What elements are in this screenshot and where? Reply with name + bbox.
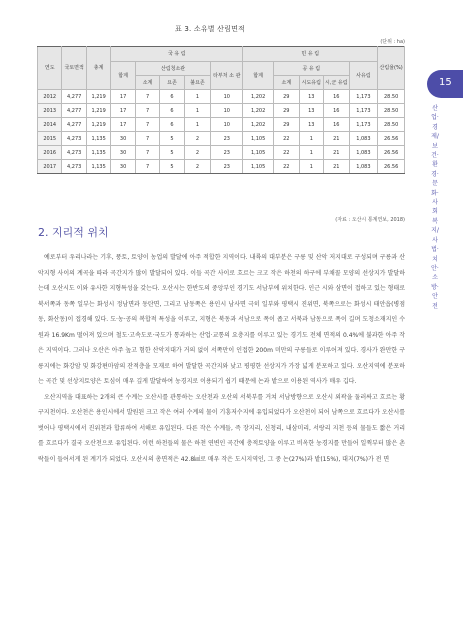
table-cell: 1,173 <box>349 118 378 132</box>
table-cell: 1 <box>299 146 323 160</box>
table-cell: 2 <box>184 160 211 174</box>
header-national: 국 유 림 <box>111 47 243 62</box>
header-private: 민 유 림 <box>243 47 378 62</box>
table-cell: 1,135 <box>86 160 110 174</box>
page-number-tab <box>427 70 463 98</box>
table-cell: 2 <box>184 146 211 160</box>
table-cell: 7 <box>135 90 159 104</box>
table-title: 표 3. 소유별 산림면적 <box>174 25 246 33</box>
table-cell: 7 <box>135 118 159 132</box>
chapter-side-label: 산업·경제/보건·환경·문화·사회복지/사법·치안·소방·안전 <box>431 105 439 310</box>
table-cell: 28.50 <box>378 118 405 132</box>
table-row <box>38 118 405 132</box>
header-municipal: 시,군 유림 <box>324 76 350 90</box>
table-row <box>38 146 405 160</box>
table-cell: 22 <box>274 132 300 146</box>
header-private-subtotal: 합계 <box>243 62 274 90</box>
table-cell: 5 <box>160 160 184 174</box>
table-cell: 7 <box>135 160 159 174</box>
header-ratio: 산림율(%) <box>378 47 405 90</box>
table-cell: 6 <box>160 104 184 118</box>
table-cell: 23 <box>211 160 243 174</box>
table-cell: 26.56 <box>378 146 405 160</box>
table-cell: 17 <box>111 118 135 132</box>
header-provincial: 시도유림 <box>299 76 323 90</box>
unit-label: (단위 : ha) <box>380 39 405 45</box>
header-public: 공 유 림 <box>274 62 349 76</box>
table-cell: 1 <box>184 90 211 104</box>
year-cell: 2014 <box>38 118 62 132</box>
table-cell: 1 <box>184 104 211 118</box>
header-year: 연도 <box>38 47 62 90</box>
header-other-dept: 타부처 소 관 <box>211 62 243 90</box>
year-cell: 2013 <box>38 104 62 118</box>
header-privately-owned: 사유림 <box>349 62 378 90</box>
header-required: 요존 <box>160 76 184 90</box>
table-cell: 1,202 <box>243 104 274 118</box>
table-cell: 6 <box>160 118 184 132</box>
table-cell: 17 <box>111 90 135 104</box>
table-cell: 1,135 <box>86 146 110 160</box>
table-cell: 13 <box>299 90 323 104</box>
page-number: 15 <box>439 77 452 88</box>
table-cell: 1 <box>299 160 323 174</box>
paragraph: 오산지역을 대표하는 2개의 큰 수계는 오산시를 관통하는 오산천과 오산의 서북부를 거쳐 서남방향으로 오산시 외곽을 둘러싸고 흐르는 황구지천이다. 오산천은 용인시에서 발원된 크고 작은 여러 수계의 물이 기흥저수지에 유입되었다가 오산천이 되어 남쪽으로 흐르다가 오산시를 벗어나 평택시에서 진위천과 합류하여 서해로 유입된다. 다른 작은 수계들, 즉 장지리, 신청리, 내삼미리, 서랑리 지천 등의 물들도 짧은 거리를 흐르다가 결국 오산천으로 유입된다. 이런 하천들의 물은 하천 연변인 곡간에 충적토양을 이루고 비옥한 농경지를 만들어 일찍부터 많은 촌락들이 들어서게 된 계기가 되었다. 오산시의 총면적은 42.8㎢로 매우 작은 도시지역인, 그 중 논(27%)과 밭(15%), 대지(7%)가 전 면 <box>38 393 405 463</box>
table-cell: 1,105 <box>243 146 274 160</box>
table-cell: 30 <box>111 160 135 174</box>
table-cell: 26.56 <box>378 132 405 146</box>
table-cell: 1,219 <box>86 118 110 132</box>
year-cell: 2016 <box>38 146 62 160</box>
table-cell: 1,105 <box>243 132 274 146</box>
table-cell: 1,202 <box>243 90 274 104</box>
body-text <box>38 250 405 467</box>
paragraph: 예로부터 우리나라는 기후, 풍토, 토양이 농업의 발달에 아주 적합한 지역이다. 내륙의 대부분은 구릉 및 산악 저지대로 구성되며 구릉과 산악지형 사이의 계곡을 따라 곡간지가 많이 발달되어 있다. 이들 곡간 사이로 흐르는 크고 작은 하천의 하구에 부채꼴 모양의 선상지가 발달하는데 오산시도 이와 유사한 지형특성을 갖는다. 오산시는 한반도의 중앙부인 경기도 서남부에 위치한다. 인근 시와 삼면이 접하고 있는 형태로 북서쪽과 동쪽 일부는 화성시 정남면과 동탄면, 그리고 남동쪽은 용인시 남사면 극히 일부와 평택시 진위면, 북쪽으로는 화성시 태안읍(병점동, 화산동)이 접경해 있다. 도·농·공의 복합적 특성을 이루고, 지형은 북동과 서남으로 폭이 좁고 서북과 남동으로 폭이 길며 도청소재지인 수원과 16.9Km 떨어져 있으며 철도·고속도로·국도가 통과하는 산업·교통의 요충지를 이루고 있는 경기도 전체 면적의 0.4%에 불과한 아주 작은 지역이다. 그러나 오산은 아주 높고 험한 산악지대가 거의 없이 서쪽만이 인접한 200m 미만의 구릉들로 이루어져 있다. 경사가 완만한 구릉지에는 화강암 및 화강편마암의 잔적층을 모재로 하여 발달한 곡간지와 낮고 평평한 선상지가 가장 넓게 분포하고 있다. 오산지역에 분포하는 곡간 및 선상지토양은 토심이 매우 깊게 발달하여 농경지로 이용되기 쉽기 때문에 논과 밭으로 이용된 역사가 매우 깁다. <box>38 254 405 385</box>
table-cell: 23 <box>211 132 243 146</box>
table-cell: 1,083 <box>349 132 378 146</box>
table-cell: 10 <box>211 118 243 132</box>
table-cell: 6 <box>160 90 184 104</box>
table-row <box>38 90 405 104</box>
header-total: 총계 <box>86 47 110 90</box>
header-small: 소계 <box>135 76 159 90</box>
table-cell: 4,277 <box>62 118 86 132</box>
table-cell: 1,173 <box>349 104 378 118</box>
table-cell: 1,219 <box>86 90 110 104</box>
table-row <box>38 132 405 146</box>
table-row <box>38 104 405 118</box>
table-cell: 1,083 <box>349 160 378 174</box>
table-cell: 16 <box>324 118 350 132</box>
table-cell: 17 <box>111 104 135 118</box>
table-cell: 4,273 <box>62 160 86 174</box>
table-cell: 1,105 <box>243 160 274 174</box>
forest-area-table <box>37 46 405 174</box>
table-cell: 23 <box>211 146 243 160</box>
table-cell: 1 <box>299 132 323 146</box>
year-cell: 2017 <box>38 160 62 174</box>
table-cell: 5 <box>160 132 184 146</box>
table-cell: 21 <box>324 146 350 160</box>
table-cell: 13 <box>299 104 323 118</box>
header-unrequired: 불요존 <box>184 76 211 90</box>
table-cell: 21 <box>324 160 350 174</box>
table-cell: 1,173 <box>349 90 378 104</box>
header-public-small: 소계 <box>274 76 300 90</box>
table-cell: 16 <box>324 90 350 104</box>
table-cell: 1 <box>184 118 211 132</box>
table-source: (자료 : 오산시 통계연보, 2018) <box>335 217 405 223</box>
table-cell: 30 <box>111 132 135 146</box>
table-cell: 16 <box>324 104 350 118</box>
table-cell: 4,277 <box>62 104 86 118</box>
year-cell: 2015 <box>38 132 62 146</box>
table-cell: 28.50 <box>378 104 405 118</box>
header-land-area: 국토면적 <box>62 47 86 90</box>
table-cell: 22 <box>274 160 300 174</box>
table-cell: 7 <box>135 146 159 160</box>
table-cell: 29 <box>274 118 300 132</box>
table-cell: 4,277 <box>62 90 86 104</box>
header-forest-service: 산림청소관 <box>135 62 211 76</box>
table-cell: 1,219 <box>86 104 110 118</box>
table-cell: 7 <box>135 132 159 146</box>
table-cell: 29 <box>274 104 300 118</box>
table-cell: 10 <box>211 104 243 118</box>
table-cell: 1,135 <box>86 132 110 146</box>
table-cell: 28.50 <box>378 90 405 104</box>
table-cell: 29 <box>274 90 300 104</box>
header-national-subtotal: 합계 <box>111 62 135 90</box>
table-cell: 10 <box>211 90 243 104</box>
table-row <box>38 160 405 174</box>
table-cell: 1,202 <box>243 118 274 132</box>
table-cell: 13 <box>299 118 323 132</box>
table-cell: 4,273 <box>62 146 86 160</box>
table-cell: 5 <box>160 146 184 160</box>
table-cell: 2 <box>184 132 211 146</box>
table-cell: 26.56 <box>378 160 405 174</box>
table-cell: 21 <box>324 132 350 146</box>
year-cell: 2012 <box>38 90 62 104</box>
table-cell: 1,083 <box>349 146 378 160</box>
table-cell: 22 <box>274 146 300 160</box>
table-cell: 4,273 <box>62 132 86 146</box>
table-body <box>38 90 405 174</box>
table-cell: 30 <box>111 146 135 160</box>
table-cell: 7 <box>135 104 159 118</box>
section-title: 2. 지리적 위치 <box>38 226 109 239</box>
